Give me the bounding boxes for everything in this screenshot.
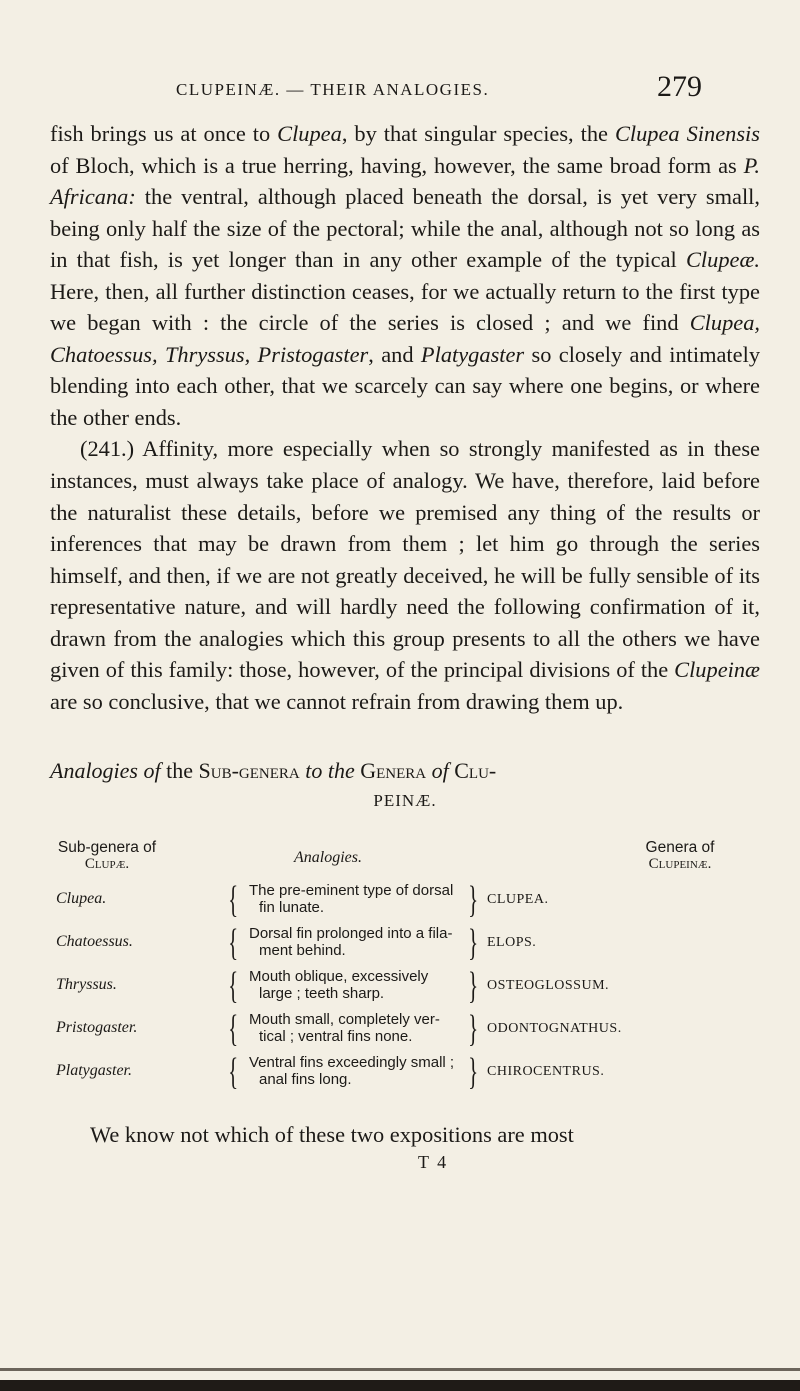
- right-brace: }: [468, 922, 479, 964]
- right-brace: }: [468, 965, 479, 1007]
- table-row: Platygaster. { Ventral fins exceedingly small ; anal fins long. } CHIROCENTRUS.: [56, 1051, 605, 1093]
- paragraph-continued: fish brings us at once to Clupea, by that singular species, the Clupea Sinensis of Bloch, which is a true herring, having, however, the same broad form as P. Africana: the ventral, although placed beneath the dorsal, is yet very small, being only half the size of the pectoral; while the anal, although not so long as in that fish, is yet longer than in any other example of the typical Clupeæ. Here, then, all further distinction ceases, for we actually return to the first type we began with : the circle of the series is closed ; and we find Clupea, Chatoessus, Thryssus, Pristogaster, and Platygaster so closely and intimately blending into each other, that we scarcely can say where one begins, or where the other ends.: [50, 121, 761, 430]
- page-edge: [0, 1380, 800, 1391]
- left-brace: {: [228, 922, 239, 964]
- left-brace: {: [228, 879, 239, 921]
- table-row: Thryssus. { Mouth oblique, excessively large ; teeth sharp. } OSTEOGLOSSUM.: [56, 965, 610, 1007]
- table-heading: Analogies of the Sub-genera to the Genera of Clu- PEINÆ.: [50, 758, 497, 810]
- left-brace: {: [228, 965, 239, 1007]
- column-head-analogies: Analogies.: [294, 849, 362, 866]
- page-edge-shadow: [0, 1368, 800, 1371]
- paragraph-241: (241.) Affinity, more especially when so strongly manifested as in these instances, must always take place of analogy. We have, therefore, laid before the naturalist these details, before we premised any thing of the results or inferences that may be drawn from them ; let him go through the series himself, and then, if we are not greatly deceived, he will be fully sensible of its representative nature, and will hardly need the following confirmation of it, drawn from the analogies which this group presents to all the others we have given of this family: those, however, of the principal divisions of the Clupeinæ are so conclusive, that we cannot refrain from drawing them up.: [50, 436, 760, 714]
- left-brace: {: [228, 1008, 239, 1050]
- table-row: Pristogaster. { Mouth small, completely ver- tical ; ventral fins none. } ODONTOGNATHUS.: [56, 1008, 622, 1050]
- running-head: [0, 70, 800, 114]
- body-text: [50, 118, 760, 717]
- signature-mark: T 4: [418, 1152, 449, 1172]
- left-brace: {: [228, 1051, 239, 1093]
- column-head-subgenera: Sub-genera of Clupæ.: [57, 839, 157, 872]
- table-row: Clupea. { The pre-eminent type of dorsal fin lunate. } CLUPEA.: [56, 879, 549, 921]
- column-head-genera: Genera of Clupeinæ.: [645, 839, 715, 872]
- right-brace: }: [468, 879, 479, 921]
- running-title: CLUPEINÆ. — THEIR ANALOGIES.: [176, 80, 490, 99]
- right-brace: }: [468, 1008, 479, 1050]
- page-number: 279: [657, 70, 702, 103]
- table-row: Chatoessus. { Dorsal fin prolonged into a fila- ment behind. } ELOPS.: [56, 922, 537, 964]
- closing-line: We know not which of these two expositions are most: [90, 1122, 574, 1147]
- right-brace: }: [468, 1051, 479, 1093]
